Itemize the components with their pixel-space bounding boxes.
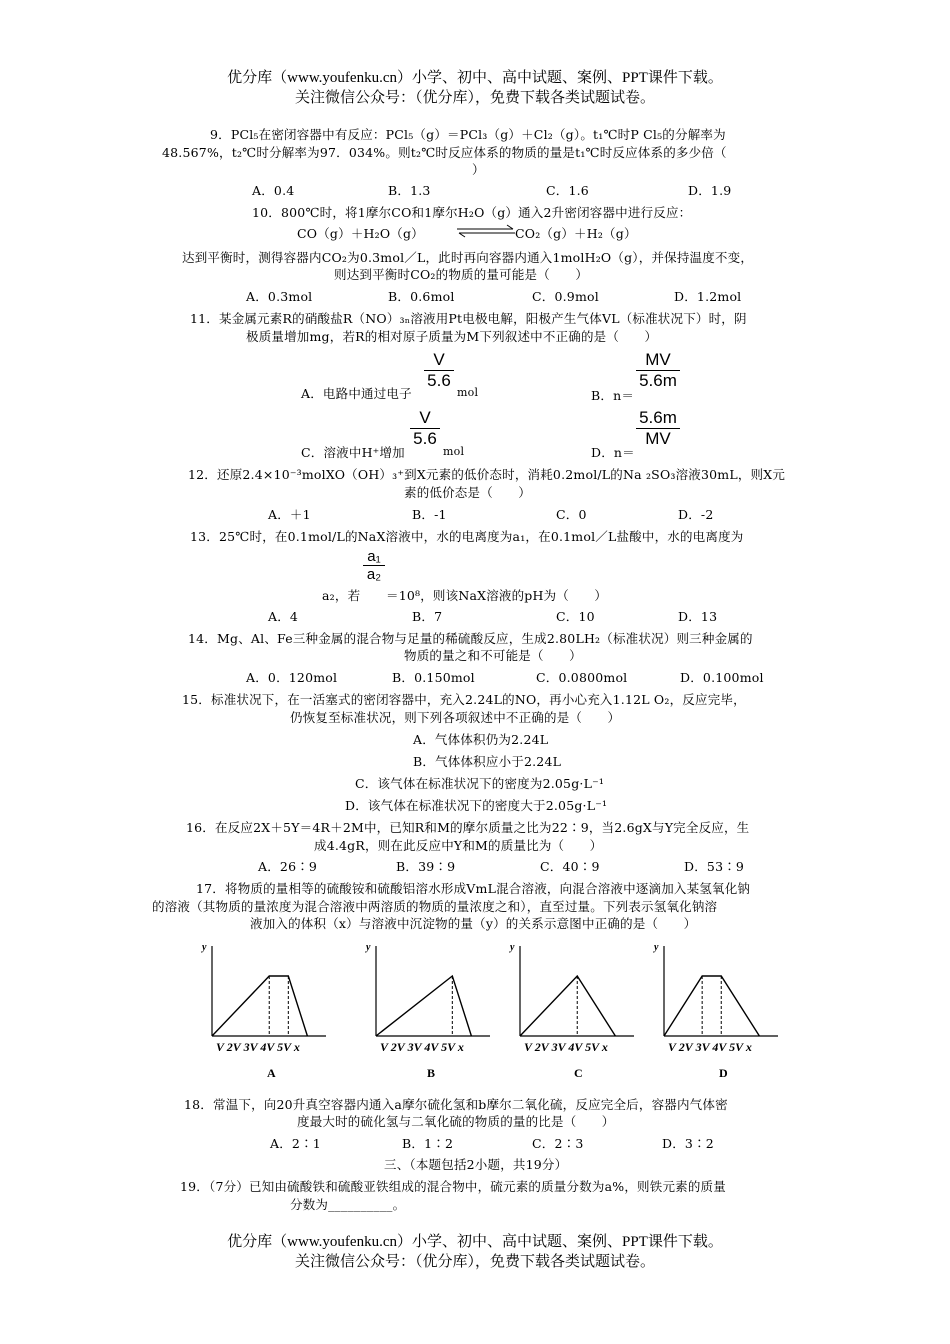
footer-line-2: 关注微信公众号：（优分库），免费下载各类试题试卷。 <box>294 1254 655 1270</box>
q11-option-c: C．溶液中H⁺增加 <box>301 445 405 460</box>
q14-option-a: A．0．120mol <box>246 670 338 685</box>
fraction-numerator: a₁ <box>363 548 385 566</box>
q14-option-c: C．0.0800mol <box>536 670 628 685</box>
q9-option-b: B．1.3 <box>388 183 431 198</box>
q13-option-c: C．10 <box>556 609 595 624</box>
q15-option-d: D．该气体在标准状况下的密度大于2.05g·L⁻¹ <box>345 798 608 813</box>
graph-a-y-label: y <box>202 942 207 953</box>
graph-d-curve <box>664 976 759 1036</box>
q10-option-a: A．0.3mol <box>246 289 313 304</box>
q19-line-2: 分数为__________。 <box>290 1197 406 1212</box>
q15-line-1: 15．标准状况下，在一活塞式的密闭容器中，充入2.24L的NO，再小心充入1.12L O₂，反应完毕， <box>182 692 746 707</box>
q11-option-b-fraction <box>636 350 680 391</box>
q13-line-2-start: a₂，若 <box>322 588 361 603</box>
q13-option-d: D．13 <box>678 609 718 624</box>
graph-b-curve <box>376 976 471 1036</box>
fraction-numerator: 5.6m <box>636 408 680 429</box>
q11-option-a-unit: mol <box>457 386 479 399</box>
q16-option-a: A．26∶9 <box>258 859 318 874</box>
q11-option-a: A．电路中通过电子 <box>301 386 412 401</box>
q15-option-c: C．该气体在标准状况下的密度为2.05g·L⁻¹ <box>355 776 605 791</box>
graph-d-y-label: y <box>654 942 659 953</box>
q19-line-1: 19．（7分）已知由硫酸铁和硫酸亚铁组成的混合物中，硫元素的质量分数为a%，则铁元素的质量 <box>180 1179 726 1194</box>
q9-option-a: A．0.4 <box>252 183 295 198</box>
q9-line-1: 9．PCl₅在密闭容器中有反应：PCl₅（g）＝PCl₃（g）＋Cl₂（g）。t₁℃时P Cl₅的分解率为 <box>210 127 726 142</box>
q13-option-b: B．7 <box>412 609 443 624</box>
q18-option-d: D．3∶2 <box>662 1136 714 1151</box>
q13-line-1: 13．25℃时，在0.1mol/L的NaX溶液中，水的电离度为a₁，在0.1mol／L盐酸中，水的电离度为 <box>190 529 744 544</box>
q13-ratio-fraction <box>363 548 385 583</box>
graph-label-b: B <box>427 1066 436 1080</box>
q16-option-b: B．39∶9 <box>396 859 456 874</box>
q9-option-d: D．1.9 <box>688 183 732 198</box>
q17-graph-set <box>196 938 796 1068</box>
q12-option-b: B．-1 <box>412 507 447 522</box>
fraction-numerator: V <box>410 408 440 429</box>
q16-option-d: D．53∶9 <box>684 859 745 874</box>
q12-line-1: 12．还原2.4×10⁻³molXO（OH）₃⁺到X元素的低价态时，消耗0.2mol/L的Na ₂SO₃溶液30mL，则X元 <box>188 467 786 482</box>
graph-d-x-tick-labels: V 2V 3V 4V 5V x <box>668 1040 752 1054</box>
q16-line-1: 16．在反应2X＋5Y＝4R＋2M中，已知R和M的摩尔质量之比为22∶9，当2.6gX与Y完全反应，生 <box>186 820 750 835</box>
graph-label-c: C <box>574 1066 583 1080</box>
fraction-denominator: a₂ <box>366 566 382 583</box>
fraction-denominator: MV <box>645 429 671 448</box>
q14-line-2: 物质的量之和不可能是（ ） <box>404 648 582 663</box>
q9-line-2: 48.567%，t₂℃时分解率为97．034%。则t₂℃时反应体系的物质的量是t₁℃时反应体系的多少倍（ <box>162 145 727 160</box>
q10-line-1: 10．800℃时，将1摩尔CO和1摩尔H₂O（g）通入2升密闭容器中进行反应： <box>252 205 692 220</box>
q11-option-c-fraction <box>410 408 440 449</box>
q17-line-3: 液加入的体积（x）与溶液中沉淀物的量（y）的关系示意图中正确的是（ ） <box>250 916 697 931</box>
q11-option-d: D．n＝ <box>591 445 635 460</box>
graph-label-d: D <box>719 1066 728 1080</box>
q11-option-d-fraction <box>636 408 680 449</box>
q14-option-b: B．0.150mol <box>392 670 475 685</box>
q11-option-b: B．n＝ <box>591 388 635 403</box>
graph-c-y-label: y <box>510 942 515 953</box>
q10-equation-left: CO（g）＋H₂O（g） <box>297 226 424 241</box>
q10-option-d: D．1.2mol <box>674 289 742 304</box>
graph-a-curve <box>212 976 307 1036</box>
q18-option-b: B．1∶2 <box>402 1136 454 1151</box>
graph-b-y-label: y <box>366 942 371 953</box>
q18-line-1: 18．常温下，向20升真空容器内通入a摩尔硫化氢和b摩尔二氧化硫，反应完全后，容器内气体密 <box>184 1097 728 1112</box>
fraction-denominator: 5.6 <box>427 371 451 390</box>
graph-c-curve <box>520 976 615 1036</box>
q13-line-2-end: ＝10⁸，则该NaX溶液的pH为（ ） <box>386 588 608 603</box>
q11-line-2: 极质量增加mg，若R的相对原子质量为M下列叙述中不正确的是（ ） <box>246 329 658 344</box>
fraction-denominator: 5.6 <box>413 429 437 448</box>
q10-option-c: C．0.9mol <box>532 289 599 304</box>
q10-equation-right: CO₂（g）＋H₂（g） <box>515 226 637 241</box>
q10-line-3: 则达到平衡时CO₂的物质的量可能是（ ） <box>334 267 589 282</box>
q10-line-2: 达到平衡时，测得容器内CO₂为0.3mol／L，此时再向容器内通入1molH₂O（g），并保持温度不变， <box>182 250 754 265</box>
q17-line-2: 的溶液（其物质的量浓度为混合溶液中两溶质的物质的量浓度之和），直至过量。下列表示氢氧化钠溶 <box>152 899 718 914</box>
section-3-title: 三、（本题包括2小题，共19分） <box>384 1157 568 1172</box>
q13-option-a: A．4 <box>268 609 299 624</box>
q15-line-2: 仍恢复至标准状况，则下列各项叙述中不正确的是（ ） <box>290 710 621 725</box>
header-line-1: 优分库（www.youfenku.cn）小学、初中、高中试题、案例、PPT课件下载。 <box>227 70 723 86</box>
q16-line-2: 成4.4gR，则在此反应中Y和M的质量比为（ ） <box>314 838 603 853</box>
q12-option-c: C．0 <box>556 507 587 522</box>
q9-line-3: ） <box>472 162 485 177</box>
q11-line-1: 11．某金属元素R的硝酸盐R（NO）₃ₙ溶液用Pt电极电解，阳极产生气体VL（标准状况下）时，阴 <box>190 311 747 326</box>
q14-option-d: D．0.100mol <box>680 670 764 685</box>
fraction-numerator: V <box>424 350 454 371</box>
q15-option-b: B．气体体积应小于2.24L <box>413 754 562 769</box>
q17-graphs <box>196 938 796 1088</box>
q17-line-1: 17．将物质的量相等的硫酸铵和硫酸铝溶水形成VmL混合溶液，向混合溶液中逐滴加入某氢氧化钠 <box>196 881 751 896</box>
q12-line-2: 素的低价态是（ ） <box>404 485 532 500</box>
footer-line-1: 优分库（www.youfenku.cn）小学、初中、高中试题、案例、PPT课件下载。 <box>227 1234 723 1250</box>
q18-option-a: A．2∶1 <box>270 1136 321 1151</box>
q18-option-c: C．2∶3 <box>532 1136 584 1151</box>
equilibrium-arrow-icon <box>455 224 517 238</box>
q9-option-c: C．1.6 <box>546 183 589 198</box>
q12-option-d: D．-2 <box>678 507 714 522</box>
q10-option-b: B．0.6mol <box>388 289 455 304</box>
graph-label-a: A <box>267 1066 276 1080</box>
q12-option-a: A．＋1 <box>268 507 311 522</box>
fraction-denominator: 5.6m <box>639 371 677 390</box>
header-line-2: 关注微信公众号：（优分库），免费下载各类试题试卷。 <box>294 90 655 106</box>
q11-option-a-fraction <box>424 350 454 391</box>
q11-option-c-unit: mol <box>443 445 465 458</box>
q18-line-2: 度最大时的硫化氢与二氧化硫的物质的量的比是（ ） <box>297 1114 615 1129</box>
q15-option-a: A．气体体积仍为2.24L <box>413 732 549 747</box>
graph-a-x-tick-labels: V 2V 3V 4V 5V x <box>216 1040 300 1054</box>
fraction-numerator: MV <box>636 350 680 371</box>
graph-b-x-tick-labels: V 2V 3V 4V 5V x <box>380 1040 464 1054</box>
q14-line-1: 14．Mg、Al、Fe三种金属的混合物与足量的稀硫酸反应，生成2.80LH₂（标准状况）则三种金属的 <box>188 631 753 646</box>
graph-c-x-tick-labels: V 2V 3V 4V 5V x <box>524 1040 608 1054</box>
q16-option-c: C．40∶9 <box>540 859 600 874</box>
